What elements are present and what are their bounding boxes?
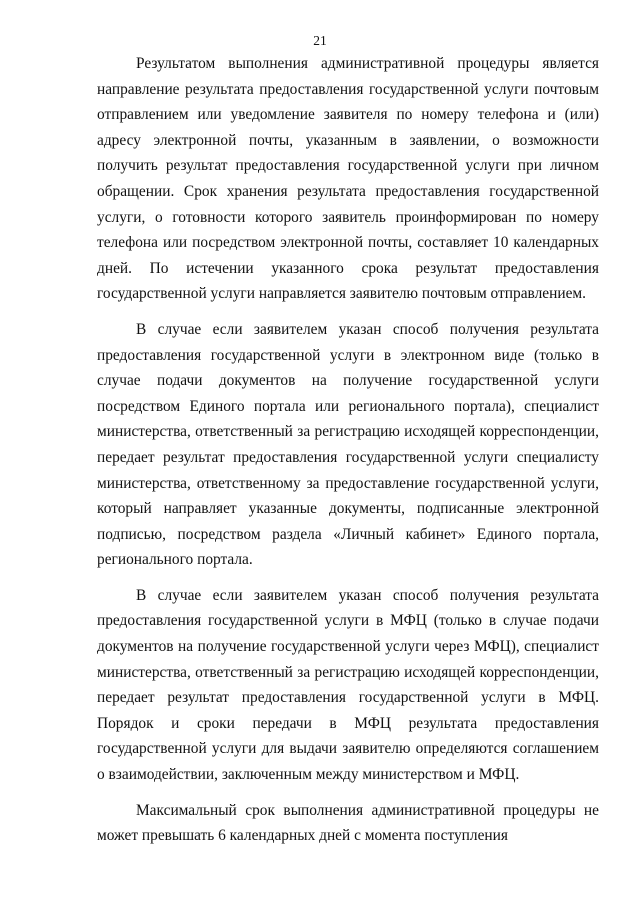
paragraph-mfc-delivery: В случае если заявителем указан способ получения результата предоставления государственной услуги в МФЦ (только в случае подачи документов на получение государственной услуги через МФЦ), специалист министерства, ответственный за регистрацию исходящей корреспонденции, передает результат предоставления государственной услуги в МФЦ. Порядок и сроки передачи в МФЦ результата предоставления государственной услуги для выдачи заявителю определяются соглашением о взаимодействии, заключенным между министерством и МФЦ. <box>97 586 599 784</box>
paragraph-max-term: Максимальный срок выполнения административной процедуры не может превышать 6 календарных дней с момента поступления <box>97 801 599 845</box>
paragraph-electronic-delivery: В случае если заявителем указан способ получения результата предоставления государственной услуги в электронном виде (только в случае подачи документов на получение государственной услуги посредством Единого портала или регионального портала), специалист министерства, ответственный за регистрацию исходящей корреспонденции, передает результат предоставления государственной услуги специалисту министерства, ответственному за предоставление государственной услуги, который направляет указанные документы, подписанные электронной подписью, посредством раздела «Личный кабинет» Единого портала, регионального портала. <box>97 320 599 569</box>
document-body <box>97 51 599 859</box>
paragraph-result-delivery: Результатом выполнения административной процедуры является направление результата предоставления государственной услуги почтовым отправлением или уведомление заявителя по номеру телефона и (или) адресу электронной почты, указанным в заявлении, о возможности получить результат предоставления государственной услуги при личном обращении. Срок хранения результата предоставления государственной услуги, о готовности которого заявитель проинформирован по номеру телефона или посредством электронной почты, составляет 10 календарных дней. По истечении указанного срока результат предоставления государственной услуги направляется заявителю почтовым отправлением. <box>97 55 599 303</box>
page-number: 21 <box>313 33 327 48</box>
